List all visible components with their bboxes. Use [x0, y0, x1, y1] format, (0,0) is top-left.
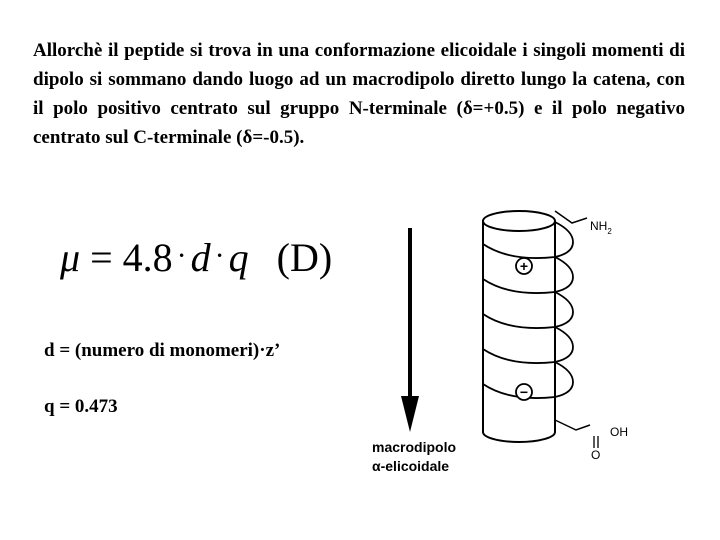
carbonyl-o-label: O [591, 448, 601, 462]
n-terminal-bond [555, 211, 587, 223]
formula-dot-1: · [176, 239, 187, 272]
helix-dipole-figure [360, 200, 660, 450]
helix-turns [483, 222, 573, 398]
formula-d: d [190, 235, 211, 280]
svg-text:−: − [519, 384, 529, 400]
formula-constant: 4.8 [122, 235, 173, 280]
figure-caption [372, 438, 456, 476]
formula-q: q [228, 235, 249, 280]
dipole-formula [60, 235, 333, 280]
positive-pole-marker [516, 258, 532, 274]
svg-text:+: + [519, 258, 529, 274]
caption-line-2: α-elicoidale [372, 458, 450, 474]
nh2-label: $NH_2$ [590, 219, 612, 236]
caption-line-1: macrodipolo [372, 439, 457, 455]
definition-d: d = (numero di monomeri)·z’ [44, 340, 281, 361]
negative-pole-marker [516, 384, 532, 400]
oh-label: OH [610, 425, 628, 439]
formula-unit: (D) [276, 235, 333, 280]
c-terminal-bond [555, 420, 590, 430]
formula-dot-2: · [214, 239, 225, 272]
formula-equals: = [90, 235, 113, 280]
intro-paragraph: Allorchè il peptide si trova in una conformazione elicoidale i singoli momenti di dipolo si sommano dando luogo ad un macrodipolo diretto lungo la catena, con il polo positivo centrato sul gruppo N-terminale (δ=+0.5) e il polo negativo centrato sul C-terminale (δ=-0.5). [33, 40, 685, 148]
macrodipole-arrow [401, 228, 419, 432]
formula-mu: μ [60, 235, 81, 280]
definition-q: q = 0.473 [44, 396, 118, 417]
